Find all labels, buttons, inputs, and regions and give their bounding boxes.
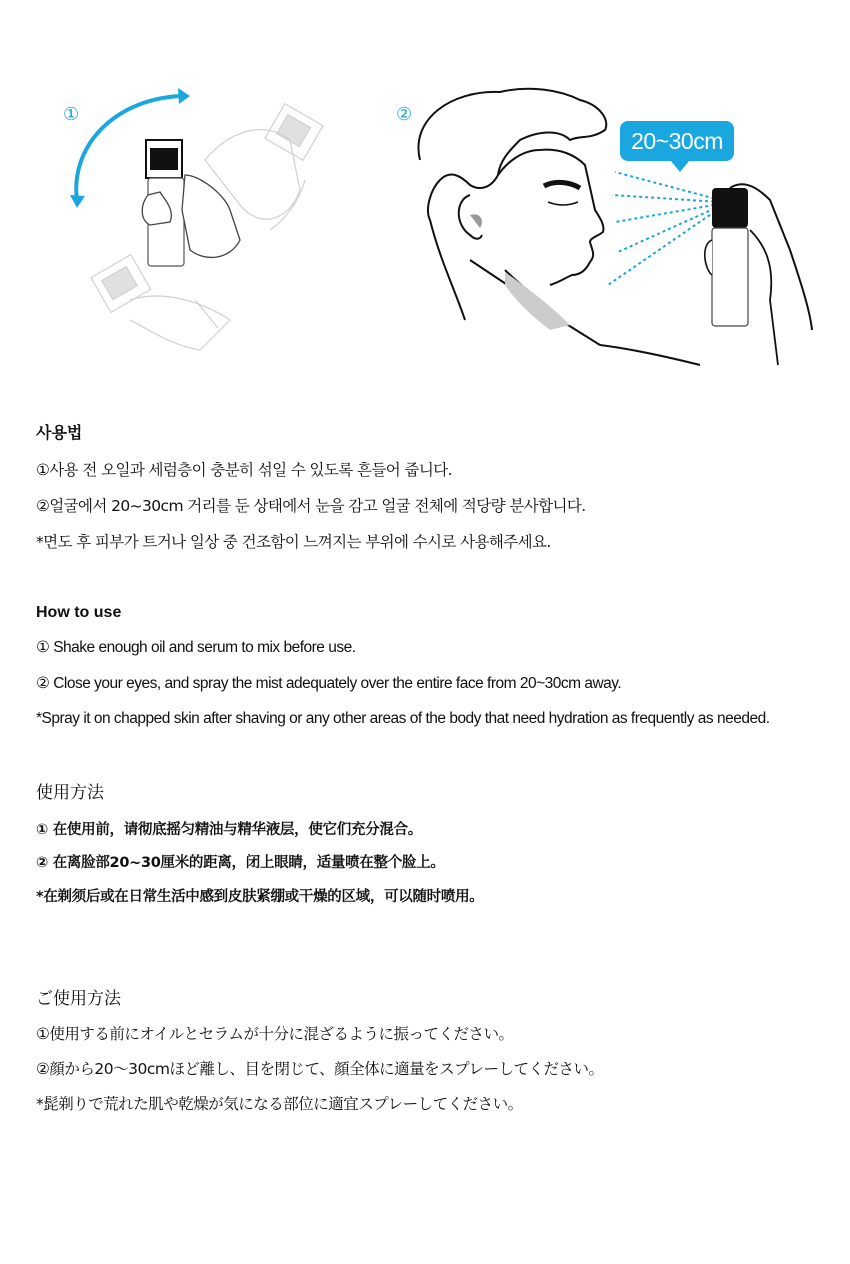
arrow-head-bottom-icon <box>70 195 85 208</box>
japanese-step-1: ①使用する前にオイルとセラムが十分に混ざるように振ってください。 <box>36 1025 514 1043</box>
english-step-1: ① Shake enough oil and serum to mix before use. <box>36 639 356 656</box>
japanese-note: *髭剃りで荒れた肌や乾燥が気になる部位に適宜スプレーしてください。 <box>36 1095 523 1113</box>
korean-step-1: ①사용 전 오일과 세럼층이 충분히 섞일 수 있도록 흔들어 줍니다. <box>36 461 452 479</box>
korean-section <box>36 422 826 551</box>
korean-note: *면도 후 피부가 트거나 일상 중 건조함이 느껴지는 부위에 수시로 사용해주세요. <box>36 533 551 551</box>
chinese-step-1: ① 在使用前，请彻底摇匀精油与精华液层，使它们充分混合。 <box>36 822 422 838</box>
chinese-note: *在剃须后或在日常生活中感到皮肤紧绷或干燥的区域，可以随时喷用。 <box>36 889 484 905</box>
step-2-marker: ② <box>396 104 413 125</box>
japanese-section <box>36 988 826 1113</box>
arrow-head-top-icon <box>178 88 190 104</box>
korean-heading: 사용법 <box>36 423 83 442</box>
english-section <box>36 602 826 727</box>
shake-illustration <box>0 0 850 380</box>
english-step-2: ② Close your eyes, and spray the mist adequately over the entire face from 20~30cm away. <box>36 675 622 692</box>
hair-outline <box>418 89 606 220</box>
usage-illustration <box>0 0 850 380</box>
step-1-marker: ① <box>63 104 80 125</box>
korean-step-2: ②얼굴에서 20~30cm 거리를 둔 상태에서 눈을 감고 얼굴 전체에 적당량 분사합니다. <box>36 497 586 515</box>
distance-bubble: 20~30cm <box>620 121 734 161</box>
japanese-heading: ご使用方法 <box>36 989 121 1009</box>
english-note: *Spray it on chapped skin after shaving or any other areas of the body that need hydration as frequently as needed. <box>36 710 770 727</box>
chinese-step-2: ② 在离脸部20~30厘米的距离，闭上眼睛，适量喷在整个脸上。 <box>36 855 445 871</box>
chinese-section <box>36 782 826 905</box>
english-heading: How to use <box>36 604 122 621</box>
chinese-heading: 使用方法 <box>36 783 104 803</box>
japanese-step-2: ②顔から20〜30cmほど離し、目を閉じて、顔全体に適量をスプレーしてください。 <box>36 1060 604 1078</box>
